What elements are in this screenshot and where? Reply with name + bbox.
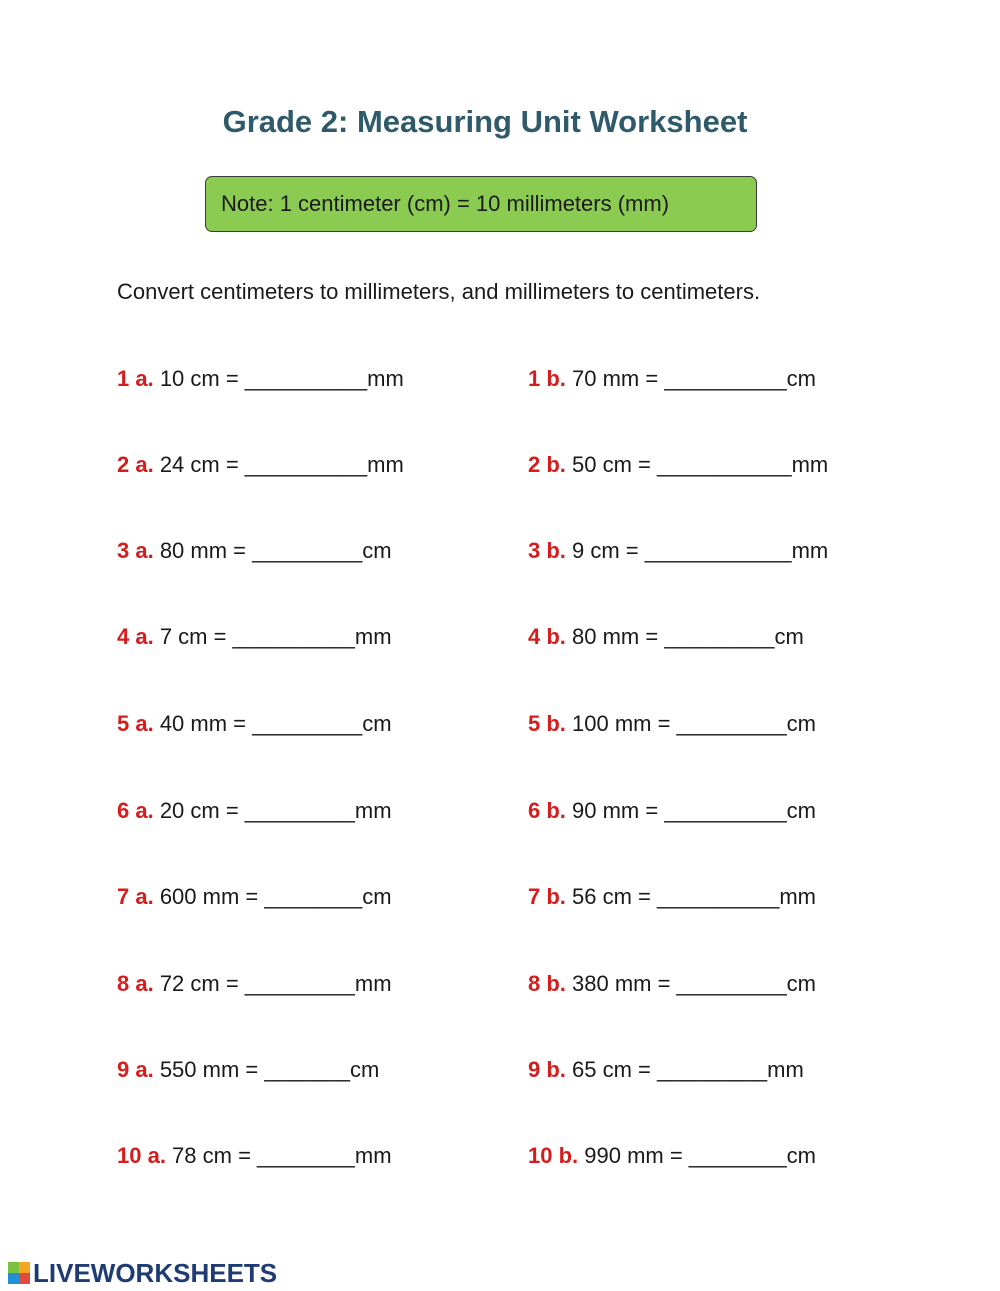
question-10a <box>117 1142 392 1170</box>
question-number: 10 a. <box>117 1143 166 1168</box>
question-1b <box>528 365 816 393</box>
question-number: 1 b. <box>528 366 566 391</box>
question-4b <box>528 623 804 651</box>
question-text: 9 cm = ____________mm <box>565 538 829 563</box>
question-2a <box>117 451 404 479</box>
question-text: 80 mm = _________cm <box>153 538 392 563</box>
brand-name: LIVEWORKSHEETS <box>33 1257 278 1288</box>
question-text: 380 mm = _________cm <box>565 971 817 996</box>
question-5a <box>117 710 392 738</box>
question-2b <box>528 451 828 479</box>
question-text: 72 cm = _________mm <box>153 971 392 996</box>
question-number: 4 a. <box>117 624 154 649</box>
question-number: 6 b. <box>528 798 566 823</box>
question-text: 70 mm = __________cm <box>565 366 817 391</box>
question-number: 3 b. <box>528 538 566 563</box>
question-text: 20 cm = _________mm <box>153 798 392 823</box>
question-3a <box>117 537 392 565</box>
question-6a <box>117 797 392 825</box>
instructions: Convert centimeters to millimeters, and millimeters to centimeters. <box>117 279 761 304</box>
liveworksheets-logo-icon <box>8 1262 30 1284</box>
question-number: 2 b. <box>528 452 566 477</box>
question-10b <box>528 1142 816 1170</box>
worksheet-title: Grade 2: Measuring Unit Worksheet <box>222 104 748 139</box>
question-number: 1 a. <box>117 366 154 391</box>
question-7b <box>528 883 816 911</box>
question-text: 65 cm = _________mm <box>565 1057 804 1082</box>
question-6b <box>528 797 816 825</box>
question-text: 100 mm = _________cm <box>565 711 817 736</box>
question-7a <box>117 883 392 911</box>
question-text: 550 mm = _______cm <box>153 1057 380 1082</box>
question-number: 8 a. <box>117 971 154 996</box>
question-9a <box>117 1056 379 1084</box>
question-text: 24 cm = __________mm <box>153 452 404 477</box>
question-9b <box>528 1056 804 1084</box>
question-text: 56 cm = __________mm <box>565 884 817 909</box>
question-number: 8 b. <box>528 971 566 996</box>
question-number: 7 a. <box>117 884 154 909</box>
question-5b <box>528 710 816 738</box>
question-number: 5 a. <box>117 711 154 736</box>
question-number: 6 a. <box>117 798 154 823</box>
footer-brand[interactable] <box>8 1258 277 1288</box>
question-text: 600 mm = ________cm <box>153 884 392 909</box>
question-text: 90 mm = __________cm <box>565 798 817 823</box>
question-number: 10 b. <box>528 1143 579 1168</box>
question-3b <box>528 537 828 565</box>
question-number: 2 a. <box>117 452 154 477</box>
question-number: 3 a. <box>117 538 154 563</box>
question-8a <box>117 970 392 998</box>
question-number: 7 b. <box>528 884 566 909</box>
question-4a <box>117 623 392 651</box>
question-text: 80 mm = _________cm <box>565 624 804 649</box>
question-8b <box>528 970 816 998</box>
question-number: 9 a. <box>117 1057 154 1082</box>
question-number: 5 b. <box>528 711 566 736</box>
question-text: 7 cm = __________mm <box>153 624 392 649</box>
question-text: 10 cm = __________mm <box>153 366 404 391</box>
question-text: 78 cm = ________mm <box>165 1143 392 1168</box>
question-number: 9 b. <box>528 1057 566 1082</box>
question-1a <box>117 365 404 393</box>
question-text: 990 mm = ________cm <box>578 1143 817 1168</box>
question-text: 40 mm = _________cm <box>153 711 392 736</box>
question-number: 4 b. <box>528 624 566 649</box>
question-text: 50 cm = ___________mm <box>565 452 829 477</box>
note-box: Note: 1 centimeter (cm) = 10 millimeters (mm) <box>205 176 757 232</box>
